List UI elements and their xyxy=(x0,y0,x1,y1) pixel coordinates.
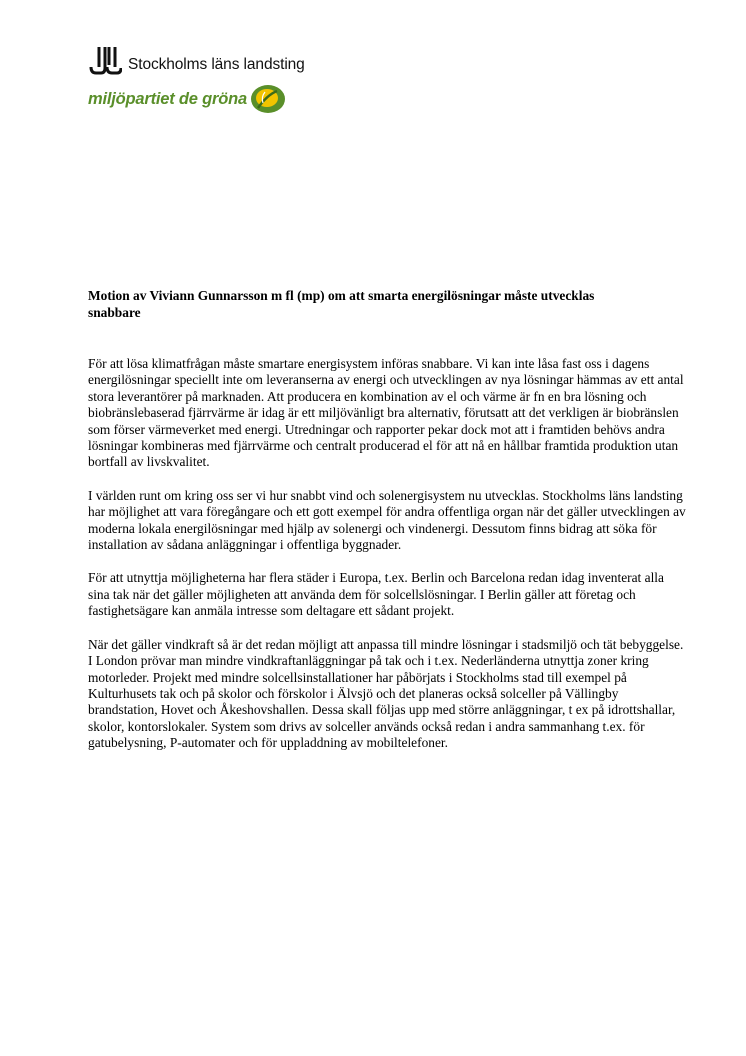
party-name: miljöpartiet de gröna xyxy=(88,89,247,108)
party-logo xyxy=(88,83,287,115)
document-title: Motion av Viviann Gunnarsson m fl (mp) om att smarta energilösningar måste utvecklas snabbare xyxy=(88,288,595,320)
paragraph-4: När det gäller vindkraft så är det redan möjligt att anpassa till mindre lösningar i stadsmiljö och tät bebyggelse. I London prövar man mindre vindkraftanläggningar på tak och i t.ex. Nederländerna utnyttja zoner kring motorleder. Projekt med mindre solcellsinstallationer har påbörjats i Stockholms stad till exempel på Kulturhusets tak och på skolor och förskolor i Älvsjö och det planeras också solceller på Vällingby brandstation, Hovet och Åkeshovshallen. Dessa skall följas upp med större anläggningar, t ex på idrottshallar, skolor, kontorslokaler. System som drivs av solceller används också redan i andra sammanhang t.ex. för gatubelysning, P-automater och för uppladdning av mobiltelefoner. xyxy=(88,636,684,751)
dandelion-logo-icon xyxy=(249,83,287,115)
paragraph-1: För att lösa klimatfrågan måste smartare energisystem införas snabbare. Vi kan inte låsa fast oss i dagens energilösningar speciellt inte om leveranserna av energi och utvecklingen av nya lösningar hämmas av ett antal stora leverantörer på marknaden. Att producera en kombination av el och värme är fn en bra lösning och biobränslebaserad fjärrvärme är idag är ett miljövänligt bra alternativ, förutsatt att det verkligen är biobränslen som förser värmeverket med energi. Utredningar och rapporter pekar dock mot att i framtiden behövs andra lösningar kombineras med fjärrvärme och centralt producerad el för att nå en hållbar framtida produktion utan bortfall av livskvalitet. xyxy=(88,356,684,470)
paragraph-2: I världen runt om kring oss ser vi hur snabbt vind och solenergisystem nu utvecklas. Stockholms läns landsting har möjlighet att vara föregångare och ett gott exempel för andra offentliga organ när det gäller utvecklingen av moderna lokala energilösningar med hjälp av solenergi och vindenergi. Dessutom finns bidrag att söka för installation av sådana anläggningar i offentliga byggnader. xyxy=(88,487,686,553)
paragraph-3: För att utnyttja möjligheterna har flera städer i Europa, t.ex. Berlin och Barcelona redan idag inventerat alla sina tak när det gäller möjligheten att använda dem för solcellslösningar. I Berlin gäller att företag och fastighetsägare kan anmäla intresse som deltagare ett sådant projekt. xyxy=(88,570,664,619)
document-body xyxy=(88,356,688,769)
sll-logo-icon xyxy=(88,45,122,75)
org-logo xyxy=(88,43,305,75)
org-name: Stockholms läns landsting xyxy=(128,56,305,73)
